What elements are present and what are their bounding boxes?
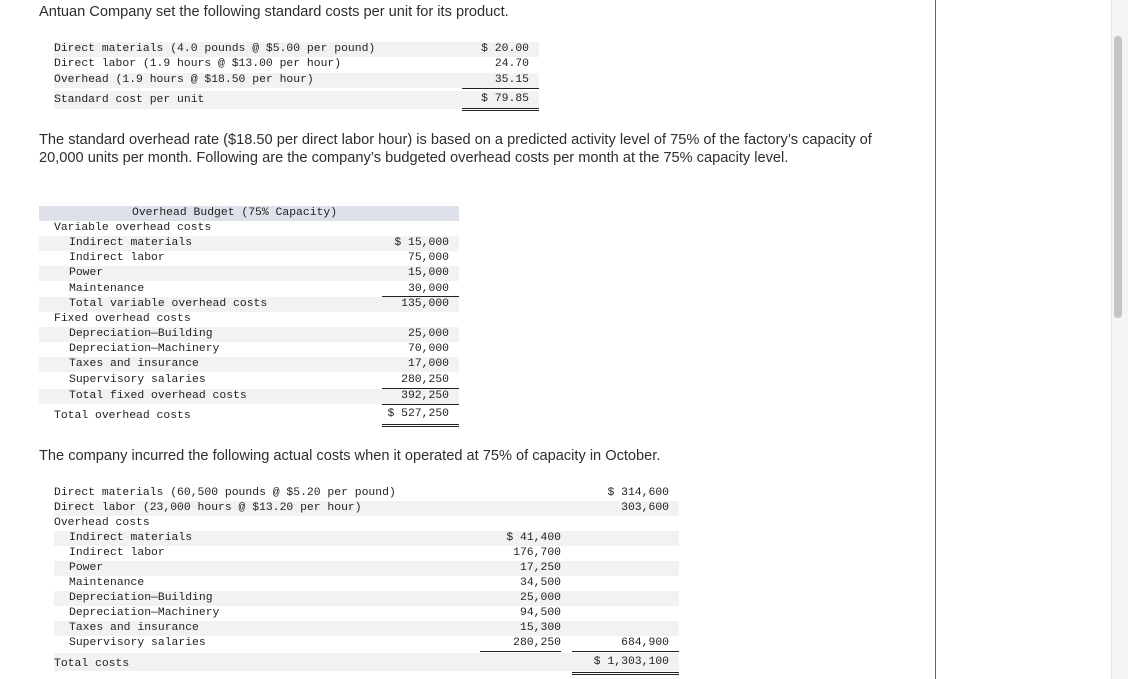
subtotal-rule — [480, 651, 561, 652]
budget-row-label: Depreciation—Machinery — [69, 343, 220, 355]
fixed-total-value: 392,250 — [401, 390, 449, 402]
actual-row-label: Indirect materials — [69, 532, 193, 544]
actual-row-value: 280,250 — [513, 637, 561, 649]
std-total-label: Standard cost per unit — [54, 94, 205, 106]
subtotal-rule — [382, 404, 459, 405]
overhead-total-label: Total overhead costs — [54, 410, 191, 422]
budget-row-label: Indirect materials — [69, 237, 193, 249]
overhead-rate-paragraph: The standard overhead rate ($18.50 per direct labor hour) is based on a predicted activity level of 75% of the factory’s capacity of 20,000 units per month. Following are the company’s budgeted overhead costs per month at the 75% capacity level. — [39, 132, 872, 166]
actual-costs-paragraph: The company incurred the following actual costs when it operated at 75% of capacity in October. — [39, 448, 661, 464]
std-row-value: 35.15 — [494, 74, 529, 86]
budget-row-label: Indirect labor — [69, 252, 165, 264]
actual-row-label: Indirect labor — [69, 547, 165, 559]
budget-row-value: 25,000 — [407, 328, 449, 340]
overhead-total-value: $ 527,250 — [387, 408, 449, 420]
fixed-heading: Fixed overhead costs — [54, 313, 191, 325]
subtotal-rule — [462, 88, 539, 89]
actual-total-label: Total costs — [54, 658, 130, 670]
std-row-value: $ 20.00 — [481, 43, 529, 55]
std-row-label: Direct materials (4.0 pounds @ $5.00 per pound) — [54, 43, 376, 55]
budget-row-value: 30,000 — [407, 283, 449, 295]
total-double-rule — [382, 424, 459, 425]
total-double-rule — [572, 674, 679, 675]
actual-row-label: Supervisory salaries — [69, 637, 206, 649]
actual-row-label: Depreciation—Building — [69, 592, 213, 604]
actual-row-value: 94,500 — [519, 607, 561, 619]
budget-row-value: 280,250 — [401, 374, 449, 386]
budget-row-value: 70,000 — [407, 343, 449, 355]
actual-row-label: Maintenance — [69, 577, 145, 589]
actual-row-value: 176,700 — [513, 547, 561, 559]
variable-total-value: 135,000 — [401, 298, 449, 310]
actual-row-label: Power — [69, 562, 104, 574]
actual-total-value: $ 1,303,100 — [593, 656, 669, 668]
actual-row-value: 15,300 — [519, 622, 561, 634]
actual-dm-value: $ 314,600 — [607, 487, 669, 499]
total-double-rule — [462, 108, 539, 109]
actual-row-value: 34,500 — [519, 577, 561, 589]
actual-dm-label: Direct materials (60,500 pounds @ $5.20 per pound) — [54, 487, 396, 499]
actual-row-label: Taxes and insurance — [69, 622, 199, 634]
actual-row-value: 17,250 — [519, 562, 561, 574]
budget-row-label: Maintenance — [69, 283, 145, 295]
variable-heading: Variable overhead costs — [54, 222, 212, 234]
actual-row-label: Depreciation—Machinery — [69, 607, 220, 619]
budget-row-value: $ 15,000 — [394, 237, 449, 249]
actual-row-value: 25,000 — [519, 592, 561, 604]
total-double-rule — [572, 672, 679, 673]
total-double-rule — [382, 426, 459, 427]
actual-overhead-total: 684,900 — [621, 637, 669, 649]
std-row-label: Overhead (1.9 hours @ $18.50 per hour) — [54, 74, 314, 86]
intro-text: Antuan Company set the following standard costs per unit for its product. — [39, 4, 509, 20]
budget-row-value: 15,000 — [407, 267, 449, 279]
actual-dl-label: Direct labor (23,000 hours @ $13.20 per hour) — [54, 502, 362, 514]
total-double-rule — [462, 110, 539, 111]
budget-row-label: Depreciation—Building — [69, 328, 213, 340]
budget-row-label: Supervisory salaries — [69, 374, 206, 386]
actual-overhead-heading: Overhead costs — [54, 517, 150, 529]
std-row-label: Direct labor (1.9 hours @ $13.00 per hour) — [54, 58, 342, 70]
budget-row-value: 17,000 — [407, 358, 449, 370]
budget-row-label: Power — [69, 267, 104, 279]
scrollbar-thumb[interactable] — [1114, 36, 1122, 318]
std-row-value: 24.70 — [494, 58, 529, 70]
subtotal-rule — [572, 651, 679, 652]
actual-dl-value: 303,600 — [621, 502, 669, 514]
fixed-total-label: Total fixed overhead costs — [69, 390, 247, 402]
budget-row-value: 75,000 — [407, 252, 449, 264]
actual-row-value: $ 41,400 — [506, 532, 561, 544]
panel-divider — [935, 0, 936, 679]
overhead-budget-title: Overhead Budget (75% Capacity) — [132, 207, 338, 219]
budget-row-label: Taxes and insurance — [69, 358, 199, 370]
variable-total-label: Total variable overhead costs — [69, 298, 268, 310]
std-total-value: $ 79.85 — [481, 93, 529, 105]
